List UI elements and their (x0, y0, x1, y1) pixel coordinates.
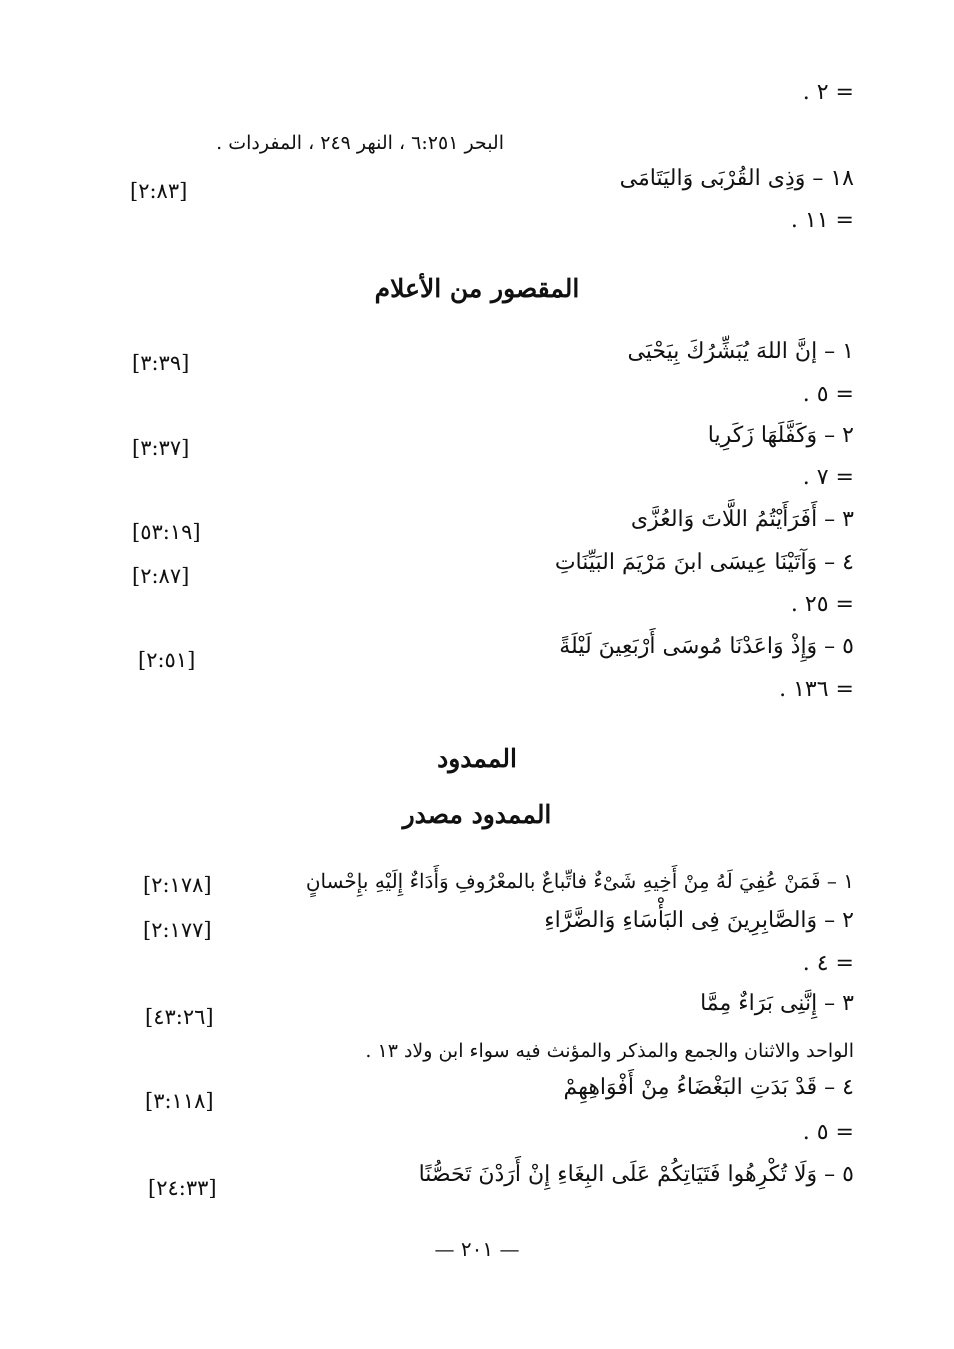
verse-reference: [٢:٨٣] (130, 179, 188, 203)
verse-reference: [٢:١٧٨] (143, 873, 212, 897)
count-line: = ٧ . (802, 465, 854, 490)
verse-line: ٢ – وَكَفَّلَهَا زَكَرِيا (707, 423, 854, 448)
page-number: — ٢٠١ — (434, 1237, 520, 1261)
section-heading: المقصور من الأعلام (374, 274, 580, 303)
count-line: = ٥ . (802, 382, 854, 407)
verse-line: ٤ – وَآتَيْنَا عِيسَى ابنَ مَرْيَمَ البَيِّنَاتِ (554, 550, 854, 575)
verse-line: ٤ – قَدْ بَدَتِ البَغْضَاءُ مِنْ أَفْوَاهِهِمْ (563, 1075, 854, 1100)
verse-reference: [٢:٨٧] (132, 564, 190, 588)
verse-reference: [٢٤:٣٣] (148, 1176, 217, 1200)
verse-line: ١ – إنَّ اللهَ يُبَشِّرُكَ بِيَحْيَى (627, 339, 854, 364)
verse-reference: [٤٣:٢٦] (145, 1005, 214, 1029)
verse-reference: [٥٣:١٩] (132, 520, 201, 544)
verse-reference: [٢:٥١] (138, 648, 196, 672)
count-line: = ٥ . (802, 1120, 854, 1145)
verse-line: ١٨ – وَذِى القُرْبَى وَاليَتَامَى (619, 166, 854, 191)
count-line: = ١٣٦ . (779, 677, 854, 702)
count-line: = ١١ . (790, 208, 854, 233)
verse-reference: [٣:١١٨] (145, 1089, 214, 1113)
count-line: = ٢ . (802, 80, 854, 105)
verse-line: ٣ – إِنَّنِى بَرَاءٌ مِمَّا (700, 991, 854, 1016)
verse-reference: [٢:١٧٧] (143, 918, 212, 942)
section-heading: الممدود (437, 744, 517, 773)
verse-line: ٥ – وَإِذْ وَاعَدْنَا مُوسَى أَرْبَعِينَ لَيْلَةً (559, 634, 854, 659)
count-line: = ٢٥ . (790, 592, 854, 617)
verse-line: ٣ – أَفَرَأَيْتُمُ اللَّاتَ وَالعُزَّى (630, 507, 854, 532)
verse-line: ٥ – وَلَا تُكْرِهُوا فَتَيَاتِكُمْ عَلَى البِغَاءِ إِنْ أَرَدْنَ تَحَصُّنًا (418, 1162, 854, 1187)
verse-reference: [٣:٣٩] (132, 351, 190, 375)
verse-line: ١ – فَمَنْ عُفِيَ لَهُ مِنْ أَخِيهِ شَىْءٌ فاتِّباعٌ بالمعْرُوفِ وَأَدَاءٌ إِلَيْهِ بإِحْسانٍ (305, 869, 854, 893)
count-line: = ٤ . (802, 951, 854, 976)
section-subheading: الممدود مصدر (402, 800, 552, 829)
note-line: الواحد والاثنان والجمع والمذكر والمؤنث فيه سواء ابن ولاد ١٣ . (365, 1040, 854, 1062)
source-note: البحر ٦:٢٥١ ، النهر ٢٤٩ ، المفردات . (216, 132, 504, 154)
verse-line: ٢ – وَالصَّابِرِينَ فِى البَأْسَاءِ وَالضَّرَّاءِ (544, 908, 854, 933)
verse-reference: [٣:٣٧] (132, 436, 190, 460)
